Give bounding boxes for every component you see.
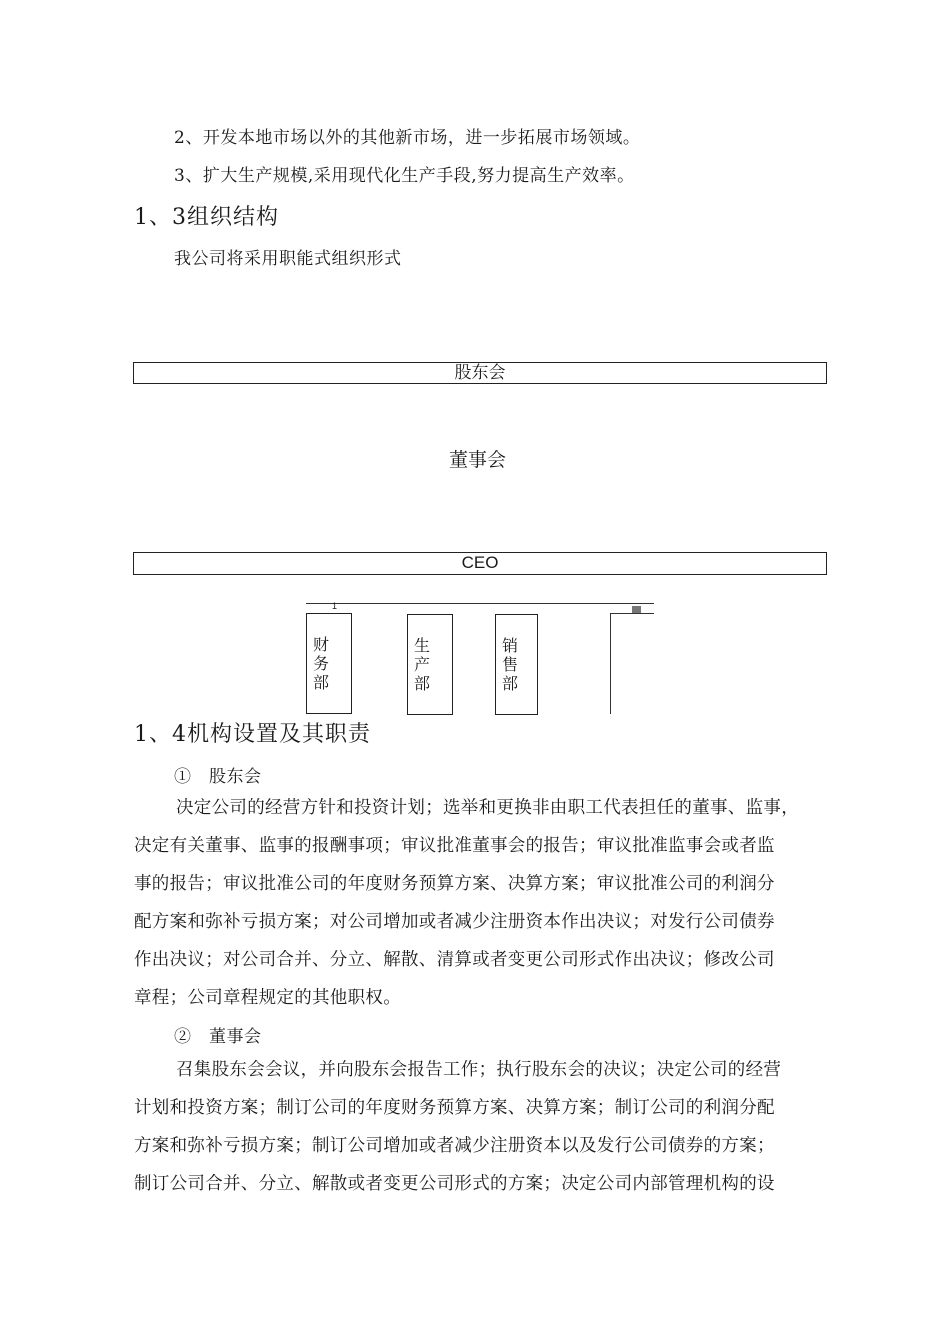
section-heading-org-structure: 1、3组织结构 bbox=[134, 205, 279, 230]
org-connector-right-top bbox=[610, 613, 654, 614]
org-intro-text: 我公司将采用职能式组织形式 bbox=[174, 249, 402, 269]
org-box-ceo: CEO bbox=[133, 552, 827, 575]
org-connector-marker bbox=[632, 606, 641, 613]
org-box-shareholders: 股东会 bbox=[133, 362, 827, 384]
org-box-finance-dept: 财 务 部 bbox=[306, 613, 352, 714]
org-connector-tick-label: 1 bbox=[332, 601, 338, 611]
goal-item-3: 3、扩大生产规模,采用现代化生产手段,努力提高生产效率。 bbox=[174, 166, 635, 186]
section-heading-org-duties: 1、4机构设置及其职责 bbox=[134, 722, 371, 747]
duty-title-board: ② 董事会 bbox=[174, 1027, 262, 1047]
org-box-sales-dept: 销 售 部 bbox=[495, 614, 538, 715]
org-connector-horizontal bbox=[306, 603, 654, 604]
org-box-production-dept: 生 产 部 bbox=[407, 614, 453, 715]
org-connector-right-vertical bbox=[610, 613, 611, 714]
goal-item-2: 2、开发本地市场以外的其他新市场，进一步拓展市场领域。 bbox=[174, 128, 641, 148]
duty-text-shareholders: 决定公司的经营方针和投资计划；选举和更换非由职工代表担任的董事、监事， 决定有关董事、监事的报酬事项；审议批准董事会的报告；审议批准监事会或者监 事的报告；审议批准公司的年度财务预算方案、决算方案；审议批准公司的利润分 配方案和弥补亏损方案；对公司增加或者减少注册资本作出决议；对发行公司债券 作出决议；对公司合并、分立、解散、清算或者变更公司形式作出决议；修改公司 章程；公司章程规定的其他职权。 bbox=[134, 798, 799, 1008]
duty-text-board: 召集股东会会议，并向股东会报告工作；执行股东会的决议；决定公司的经营 计划和投资方案；制订公司的年度财务预算方案、决算方案；制订公司的利润分配 方案和弥补亏损方案；制订公司增加或者减少注册资本以及发行公司债券的方案； 制订公司合并、分立、解散或者变更公司形式的方案；决定公司内部管理机构的设 bbox=[134, 1060, 782, 1194]
org-label-board: 董事会 bbox=[449, 450, 507, 471]
duty-title-shareholders: ① 股东会 bbox=[174, 767, 262, 787]
